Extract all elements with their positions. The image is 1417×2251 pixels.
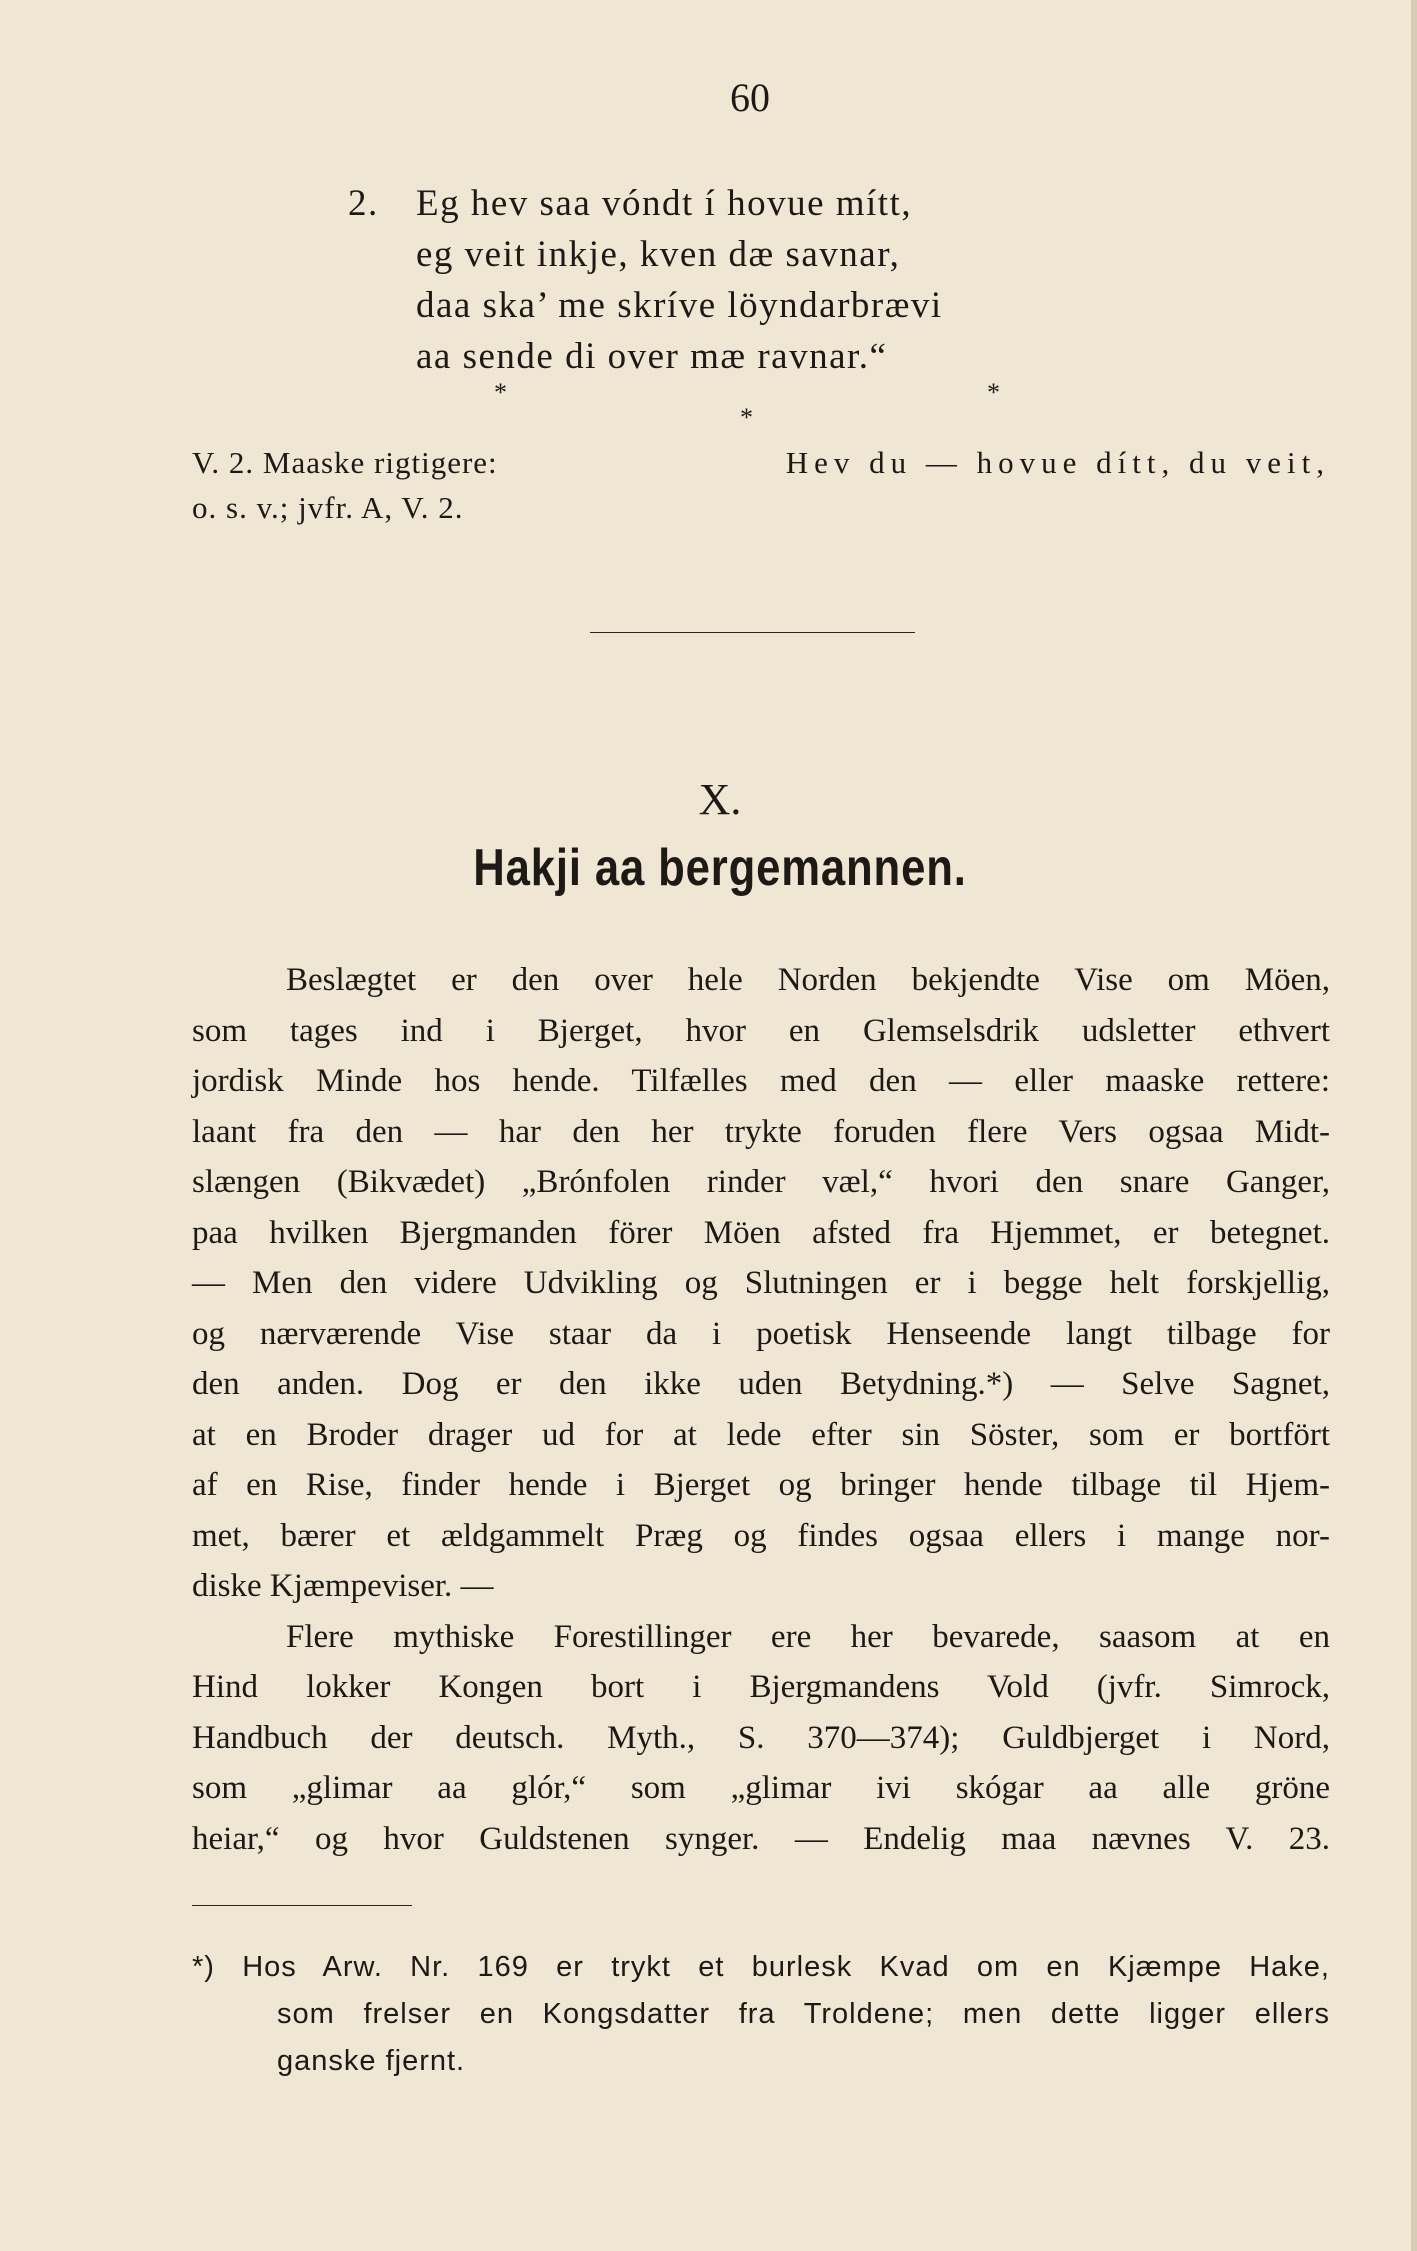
- footnote-line: *) Hos Arw. Nr. 169 er trykt et burlesk Kvad om en Kjæmpe Hake,: [192, 1951, 1330, 1983]
- commentary-text: [192, 955, 1330, 1864]
- text-line: — Men den videre Udvikling og Slutningen er i begge helt forskjellig,: [192, 1265, 1330, 1301]
- verse-line: aa sende di over mæ ravnar.“: [416, 336, 888, 377]
- text-line: den anden. Dog er den ikke uden Betydning.*) — Selve Sagnet,: [192, 1366, 1330, 1402]
- section-numeral: X.: [698, 775, 742, 824]
- variant-note-spaced-text: Hev du — hovue dítt, du veit,: [785, 445, 1330, 480]
- verse-line: daa ska’ me skríve löyndarbrævi: [416, 285, 943, 326]
- text-line: jordisk Minde hos hende. Tilfælles med den — eller maaske rettere:: [192, 1063, 1330, 1099]
- section-title: Hakji aa bergemannen.: [473, 839, 967, 897]
- variant-note-line-1: [192, 445, 1330, 481]
- separator-asterisk: *: [494, 378, 507, 407]
- text-line: paa hvilken Bjergmanden förer Möen afsted fra Hjemmet, er betegnet.: [192, 1214, 1330, 1251]
- separator-asterisk: *: [987, 378, 1000, 407]
- text-line: Hind lokker Kongen bort i Bjergmandens Vold (jvfr. Simrock,: [192, 1669, 1330, 1705]
- text-line: og nærværende Vise staar da i poetisk Henseende langt tilbage for: [192, 1315, 1330, 1352]
- footnote-line: ganske fjernt.: [277, 2045, 466, 2077]
- text-line: af en Rise, finder hende i Bjerget og bringer hende tilbage til Hjem-: [192, 1467, 1330, 1503]
- text-line: Handbuch der deutsch. Myth., S. 370—374); Guldbjerget i Nord,: [192, 1719, 1330, 1756]
- stanza-number: 2.: [348, 183, 379, 224]
- page-number: 60: [730, 75, 770, 120]
- verse-line: Eg hev saa vóndt í hovue mítt,: [416, 183, 913, 224]
- text-line: som „glimar aa glór,“ som „glimar ivi skógar aa alle gröne: [192, 1770, 1330, 1806]
- text-line: diske Kjæmpeviser. —: [192, 1568, 494, 1604]
- footnote-line: som frelser en Kongsdatter fra Troldene; men dette ligger ellers: [277, 1998, 1330, 2030]
- page-edge: [1411, 0, 1417, 2251]
- text-line: at en Broder drager ud for at lede efter sin Söster, som er bortfört: [192, 1416, 1330, 1453]
- verse-stanza: [348, 178, 943, 382]
- footnote: [192, 1944, 1330, 2085]
- text-line: heiar,“ og hvor Guldstenen synger. — Endelig maa nævnes V. 23.: [192, 1820, 1330, 1857]
- section-divider-rule: [590, 632, 915, 633]
- text-line: laant fra den — har den her trykte foruden flere Vers ogsaa Midt-: [192, 1113, 1330, 1150]
- text-line: som tages ind i Bjerget, hvor en Glemselsdrik udsletter ethvert: [192, 1012, 1330, 1049]
- text-line: Beslægtet er den over hele Norden bekjendte Vise om Möen,: [286, 962, 1330, 998]
- variant-note-prefix: V. 2. Maaske rigtigere:: [192, 445, 498, 480]
- variant-note-line-2: o. s. v.; jvfr. A, V. 2.: [192, 490, 464, 525]
- separator-asterisk: *: [740, 403, 753, 432]
- text-line: Flere mythiske Forestillinger ere her bevarede, saasom at en: [286, 1618, 1330, 1655]
- footnote-rule: [192, 1905, 412, 1906]
- text-line: slængen (Bikvædet) „Brónfolen rinder væl,“ hvori den snare Ganger,: [192, 1164, 1330, 1200]
- text-line: met, bærer et ældgammelt Præg og findes ogsaa ellers i mange nor-: [192, 1517, 1330, 1554]
- verse-line: eg veit inkje, kven dæ savnar,: [416, 234, 901, 275]
